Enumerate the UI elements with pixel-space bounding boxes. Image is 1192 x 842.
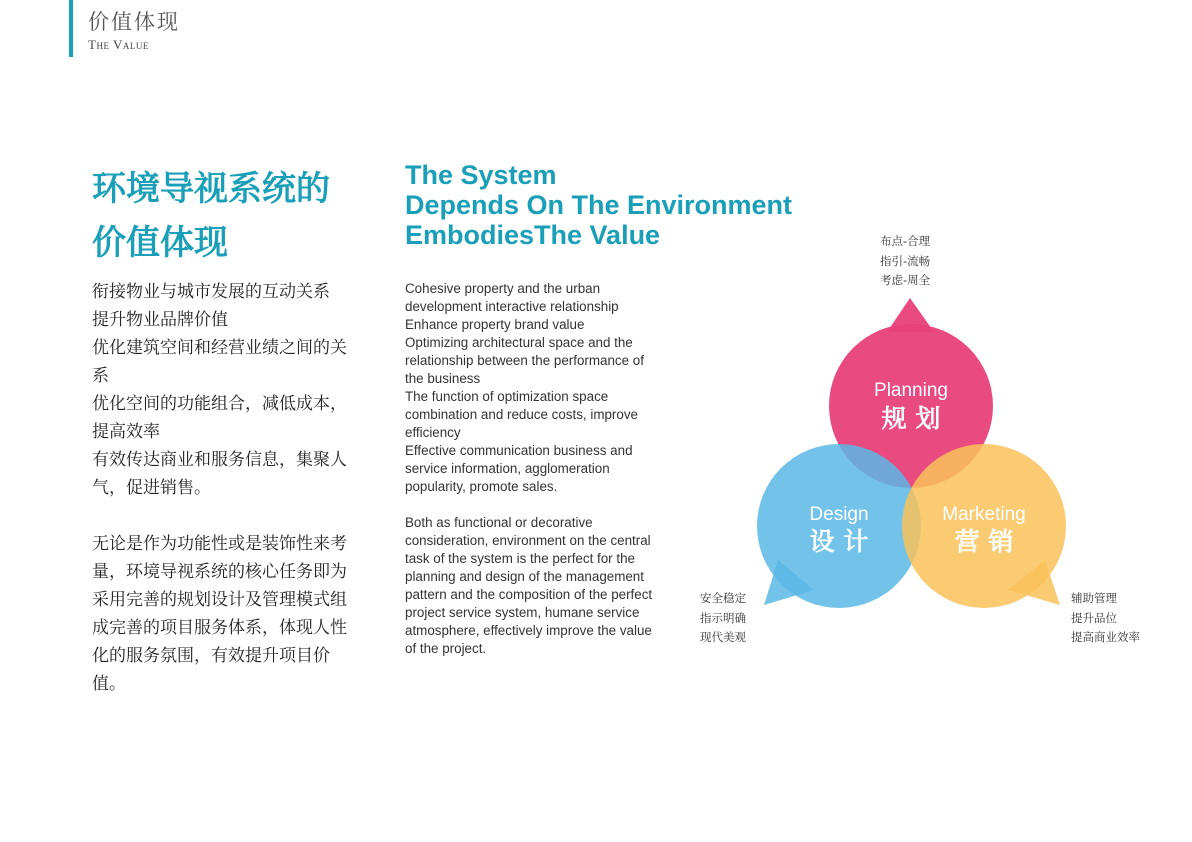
cn-heading-line: 环境导视系统的 (92, 169, 330, 209)
planning-note: 考虑-周全 (880, 273, 931, 287)
design-note: 安全稳定 (700, 591, 746, 605)
marketing-notes (1071, 589, 1140, 648)
design-note: 指示明确 (700, 610, 746, 625)
design-notes (700, 589, 746, 648)
cn-heading-line: 价值体现 (92, 223, 228, 263)
en-line: The function of optimization space combination and reduce costs, improve efficiency (405, 389, 638, 440)
en-line: Cohesive property and the urban development interactive relationship (405, 281, 619, 314)
planning-label-en: Planning (874, 380, 948, 401)
marketing-note: 辅助管理 (1071, 591, 1117, 605)
cn-line: 无论是作为功能性或是装饰性来考量，环境导视系统的核心任务即为采用完善的规划设计及管理模式组成完善的项目服务体系，体现人性化的服务氛围，有效提升项目价值。 (92, 534, 347, 694)
cn-line: 衔接物业与城市发展的互动关系 (92, 282, 330, 302)
design-note: 现代美观 (700, 630, 746, 644)
marketing-note: 提升品位 (1071, 610, 1117, 625)
en-heading-line: EmbodiesThe Value (405, 220, 661, 250)
en-line: Both as functional or decorative consideration, environment on the central task of the system is the perfect for the planning and design of the management pattern and the composition of the perfect project service system, humane service atmosphere, effectively improve the value of the project. (405, 515, 653, 656)
design-label-en: Design (809, 504, 869, 525)
marketing-circle (902, 444, 1066, 608)
en-heading-line: Depends On The Environment (405, 190, 793, 220)
planning-note: 指引-流畅 (880, 253, 931, 268)
design-label-cn: 设 计 (809, 527, 869, 556)
header-title-en: The Value (88, 37, 149, 52)
en-line: Effective communication business and service information, agglomeration popularity, promote sales. (405, 443, 633, 494)
en-line: Enhance property brand value (405, 317, 585, 332)
header-title-cn: 价值体现 (88, 10, 180, 34)
design-circle (757, 444, 921, 608)
marketing-note: 提高商业效率 (1071, 630, 1140, 644)
cn-line: 优化空间的功能组合，减低成本，提高效率 (92, 394, 347, 442)
design-bubble (757, 444, 921, 608)
planning-notes (880, 232, 930, 291)
en-heading-line: The System (405, 160, 557, 190)
planning-note: 布点-合理 (880, 234, 931, 248)
marketing-label-en: Marketing (942, 504, 1026, 525)
planning-label-cn: 规 划 (881, 404, 941, 433)
cn-line: 优化建筑空间和经营业绩之间的关系 (92, 338, 347, 386)
marketing-label-cn: 营 销 (954, 527, 1014, 556)
en-line: Optimizing architectural space and the relationship between the performance of the business (405, 335, 644, 386)
cn-line: 有效传达商业和服务信息，集聚人气，促进销售。 (92, 450, 347, 498)
marketing-bubble (902, 444, 1066, 608)
cn-line: 提升物业品牌价值 (92, 310, 228, 330)
